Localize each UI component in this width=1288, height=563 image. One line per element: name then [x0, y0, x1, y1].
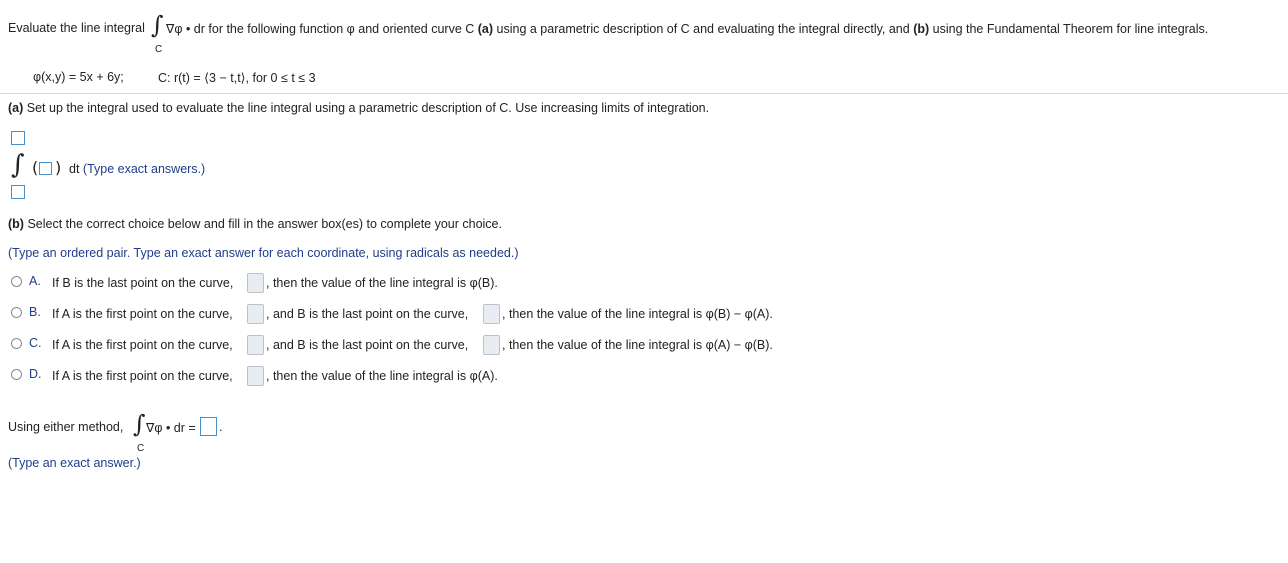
final-hint: (Type an exact answer.): [8, 456, 141, 470]
part-a-prompt-text: Set up the integral used to evaluate the line integral using a parametric description of C. Use increasing limits of integration.: [23, 101, 710, 115]
problem-text-rest: [166, 21, 1208, 36]
line-integral-symbol: ∫: [151, 11, 164, 39]
choice-a-letter: A.: [29, 274, 41, 288]
final-integrand: ∇φ • dr =: [146, 421, 196, 435]
final-period: .: [219, 420, 223, 434]
choice-b-radio[interactable]: [11, 307, 22, 318]
choice-d-letter: D.: [29, 367, 42, 381]
left-paren: (: [32, 158, 39, 177]
curve-definition: C: r(t) = ⟨3 − t,t⟩, for 0 ≤ t ≤ 3: [158, 71, 316, 85]
upper-limit-input[interactable]: [11, 131, 25, 145]
choice-d-radio[interactable]: [11, 369, 22, 380]
part-a-hint: (Type exact answers.): [82, 162, 206, 176]
intro-rest-2: using a parametric description of C and evaluating the integral directly, and: [493, 22, 914, 36]
dt-label: dt: [69, 162, 80, 176]
final-integral-symbol: ∫: [133, 410, 146, 438]
part-b-tag-inline: (b): [913, 22, 930, 36]
choice-c-text-1: If A is the first point on the curve,: [52, 338, 233, 352]
choice-a-text-2: , then the value of the line integral is φ(B).: [266, 276, 498, 290]
choice-b-text-2: , and B is the last point on the curve,: [266, 307, 469, 321]
choice-a-radio[interactable]: [11, 276, 22, 287]
choice-c-text-3: , then the value of the line integral is φ(A) − φ(B).: [502, 338, 773, 352]
final-prefix: Using either method,: [8, 420, 124, 434]
problem-statement: [8, 21, 145, 35]
choice-a-point-b-input[interactable]: [247, 273, 264, 293]
right-paren: ): [55, 158, 62, 177]
part-b-prompt-text: Select the correct choice below and fill in the answer box(es) to complete your choice.: [23, 217, 502, 231]
final-subscript-c: C: [137, 443, 145, 454]
choice-b-text-1: If A is the first point on the curve,: [52, 307, 233, 321]
choice-d-text-2: , then the value of the line integral is φ(A).: [266, 369, 498, 383]
choice-c-radio[interactable]: [11, 338, 22, 349]
intro-rest-1: for the following function φ and oriented curve C: [208, 22, 478, 36]
choice-b-letter: B.: [29, 305, 41, 319]
integrand-expression: ∇φ • dr: [166, 22, 205, 36]
integral-subscript-c: C: [155, 44, 163, 55]
choice-c-point-b-input[interactable]: [483, 335, 500, 355]
final-answer-input[interactable]: [200, 417, 217, 436]
divider: [0, 93, 1288, 94]
dt-hint: [69, 162, 205, 176]
part-a-prompt: [8, 101, 709, 115]
choice-c-point-a-input[interactable]: [247, 335, 264, 355]
choice-c-text-2: , and B is the last point on the curve,: [266, 338, 469, 352]
integrand-input[interactable]: [39, 162, 52, 175]
choice-b-text-3: , then the value of the line integral is φ(B) − φ(A).: [502, 307, 773, 321]
choice-d-point-a-input[interactable]: [247, 366, 264, 386]
part-b-hint: (Type an ordered pair. Type an exact answer for each coordinate, using radicals as needed.): [8, 246, 519, 260]
choice-b-point-b-input[interactable]: [483, 304, 500, 324]
choice-a-text-1: If B is the last point on the curve,: [52, 276, 234, 290]
choice-c-letter: C.: [29, 336, 42, 350]
integral-symbol-a: ∫: [11, 150, 25, 180]
part-b-tag: (b): [8, 217, 24, 231]
intro-prefix: Evaluate the line integral: [8, 21, 145, 35]
intro-rest-3: using the Fundamental Theorem for line integrals.: [929, 22, 1209, 36]
choice-b-point-a-input[interactable]: [247, 304, 264, 324]
part-a-tag-inline: (a): [477, 22, 494, 36]
lower-limit-input[interactable]: [11, 185, 25, 199]
part-a-tag: (a): [8, 101, 24, 115]
part-b-prompt: [8, 217, 502, 231]
function-definition: φ(x,y) = 5x + 6y;: [33, 70, 124, 84]
choice-d-text-1: If A is the first point on the curve,: [52, 369, 233, 383]
